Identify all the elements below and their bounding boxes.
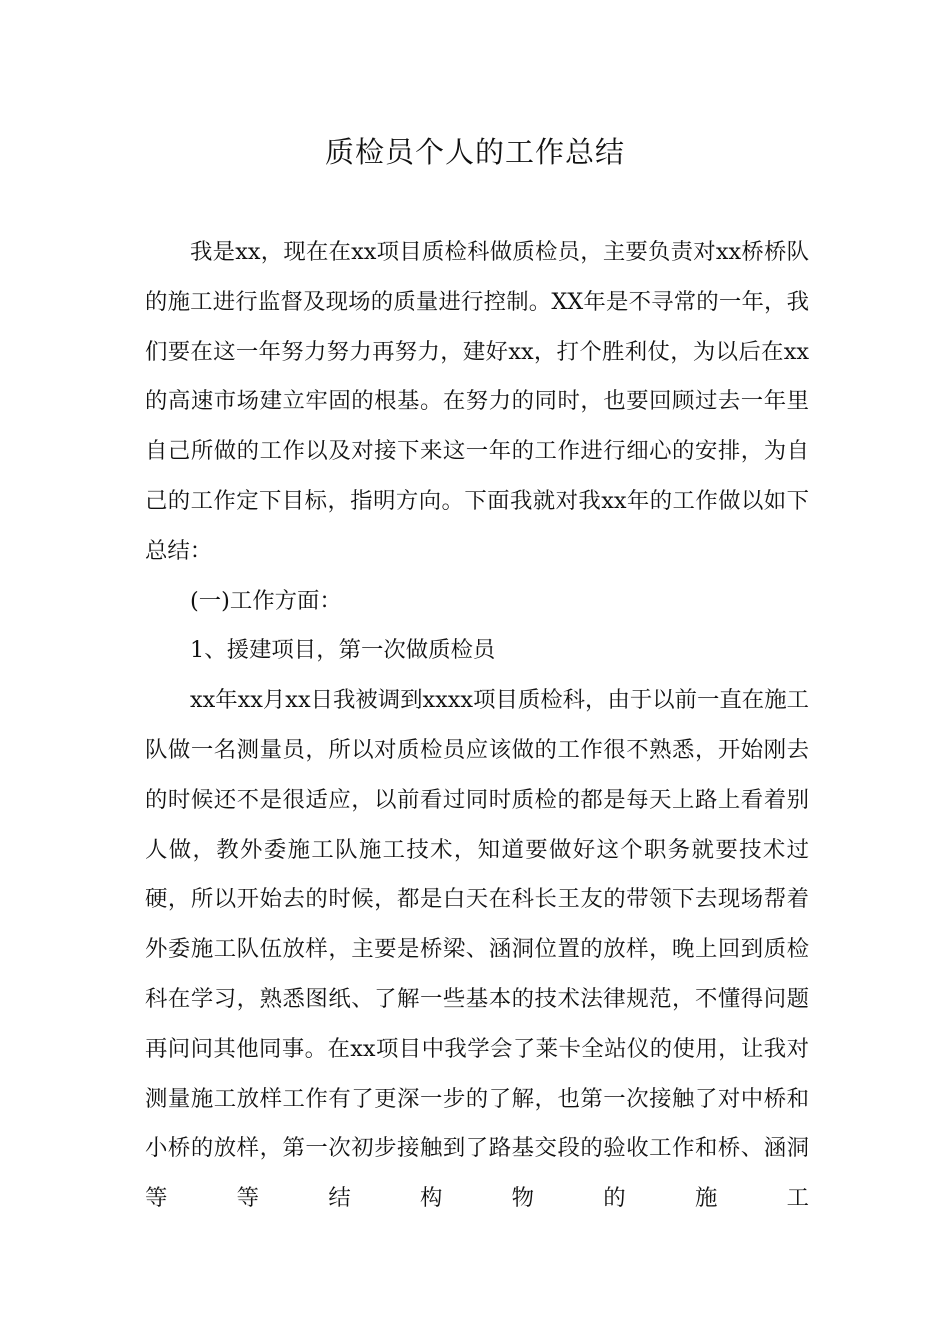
section-heading-work: (一)工作方面： bbox=[190, 587, 342, 614]
paragraph-intro: 我是xx，现在在xx项目质检科做质检员，主要负责对xx桥桥队的施工进行监督及现场的质量进行控制。XX年是不寻常的一年，我们要在这一年努力努力再努力，建好xx，打个胜利仗，为以后在xx的高速市场建立牢固的根基。在努力的同时，也要回顾过去一年里自己所做的工作以及对接下来这一年的工作进行细心的安排，为自己的工作定下目标，指明方向。下面我就对我xx年的工作做以如下总结： bbox=[145, 239, 809, 564]
paragraph-subsection-1: xx年xx月xx日我被调到xxxx项目质检科，由于以前一直在施工队做一名测量员，所以对质检员应该做的工作很不熟悉，开始刚去的时候还不是很适应，以前看过同时质检的都是每天上路上看着别人做，教外委施工队施工技术，知道要做好这个职务就要技术过硬，所以开始去的时候，都是白天在科长王友的带领下去现场帮着外委施工队伍放样，主要是桥梁、涵洞位置的放样，晚上回到质检科在学习，熟悉图纸、了解一些基本的技术法律规范，不懂得问题再问问其他同事。在xx项目中我学会了莱卡全站仪的使用，让我对测量施工放样工作有了更深一步的了解，也第一次接触了对中桥和小桥的放样，第一次初步接触到了路基交段的验收工作和桥、涵洞等等结构物的施工 bbox=[145, 687, 809, 1212]
document-title: 质检员个人的工作总结 bbox=[324, 135, 625, 169]
document-body bbox=[145, 228, 809, 1224]
subsection-heading-1: 1、援建项目，第一次做质检员 bbox=[190, 637, 496, 664]
